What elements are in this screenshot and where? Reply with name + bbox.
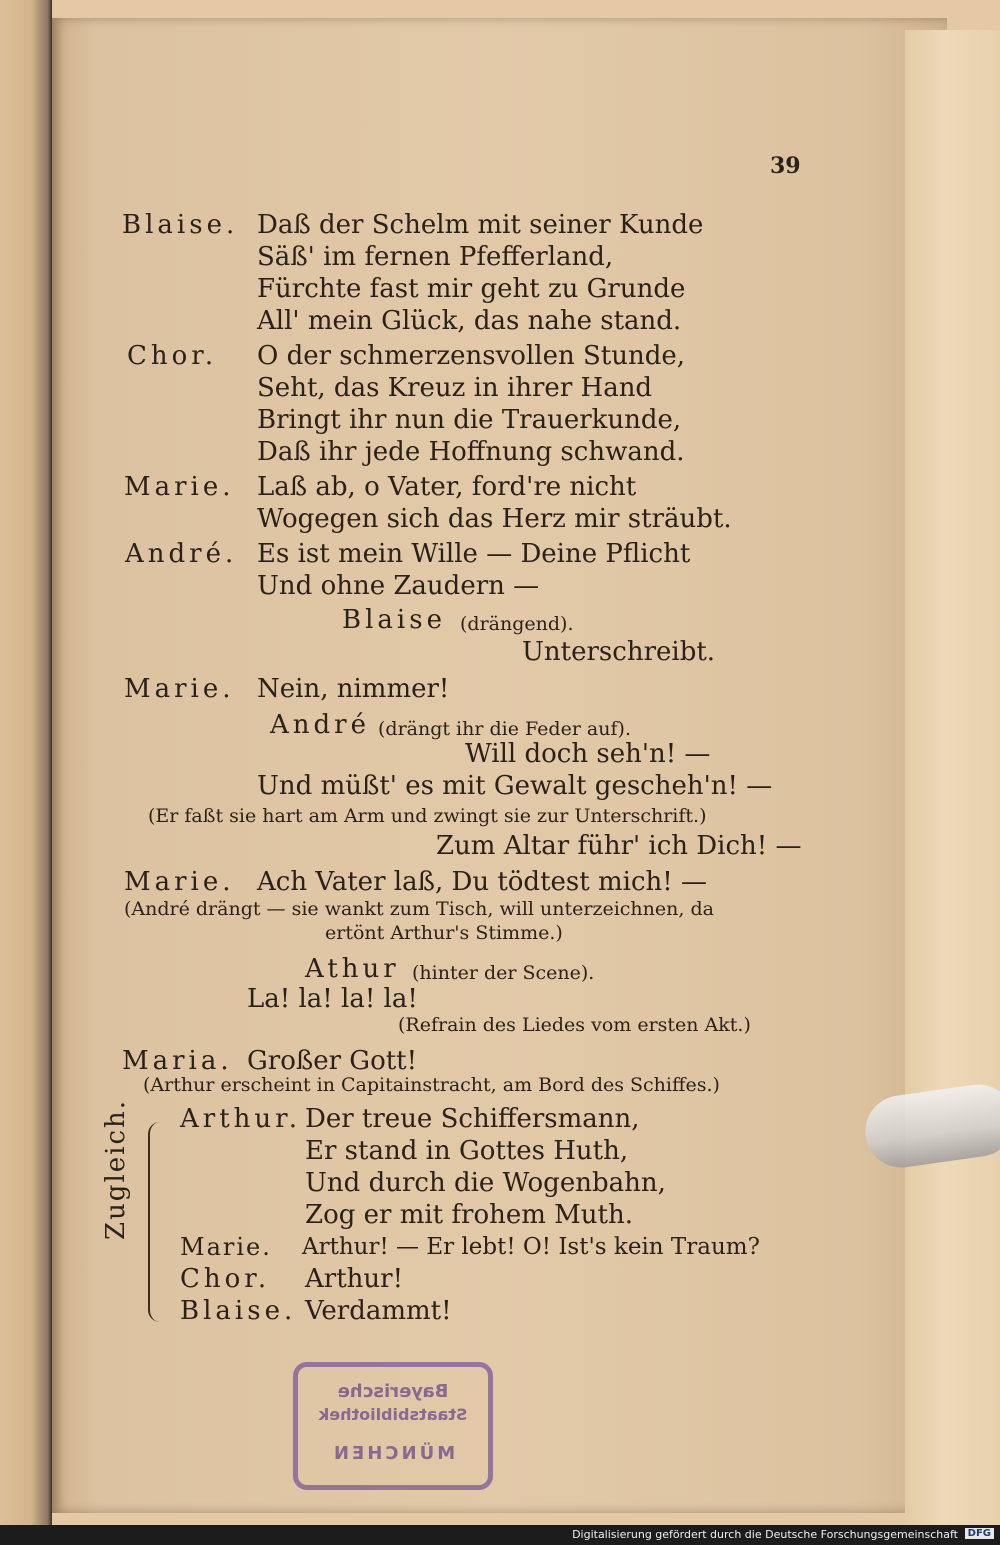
verse-line: Arthur! [305,1264,404,1294]
library-stamp [293,1362,493,1490]
stage-direction: (Arthur erscheint in Capitainstracht, am Bord des Schiffes.) [143,1074,720,1096]
speaker-label: Blaise. [180,1296,297,1326]
stage-direction: (Er faßt sie hart am Arm und zwingt sie zur Unterschrift.) [148,805,707,827]
verse-line: Seht, das Kreuz in ihrer Hand [257,373,653,403]
verse-line: All' mein Glück, das nahe stand. [257,306,682,336]
verse-line: Daß ihr jede Hoffnung schwand. [257,437,685,467]
verse-line: Säß' im fernen Pfefferland, [257,242,614,272]
speaker-label: Blaise [342,605,446,635]
speaker-label: André [270,710,370,740]
verse-line: Großer Gott! [247,1046,418,1076]
stage-direction: (Refrain des Liedes vom ersten Akt.) [398,1014,751,1036]
stamp-line: MÜNCHEN [330,1443,456,1464]
verse-line: Will doch seh'n! — [465,739,711,769]
page-number: 39 [770,153,801,179]
verse-line: Zum Altar führ' ich Dich! — [436,831,802,861]
verse-line: Er stand in Gottes Huth, [305,1136,629,1166]
page-edge-right [905,30,1000,1525]
verse-line: Der treue Schiffersmann, [305,1104,640,1134]
speaker-label: Chor. [127,341,218,371]
speaker-label: Blaise. [122,210,239,240]
verse-line: Fürchte fast mir geht zu Grunde [257,274,686,304]
zugleich-brace [148,1122,168,1322]
verse-line: Zog er mit frohem Muth. [305,1200,633,1230]
stamp-line: Bayerische [337,1381,449,1402]
stage-direction: (hinter der Scene). [412,962,595,984]
stage-direction: (drängt ihr die Feder auf). [378,718,631,740]
verse-line: Unterschreibt. [522,637,716,667]
zugleich-label: Zugleich. [101,1098,131,1240]
footer-credit: Digitalisierung gefördert durch die Deutsche Forschungsgemeinschaft [572,1528,958,1541]
verse-line: Ach Vater laß, Du tödtest mich! — [257,867,707,897]
speaker-label: Marie. [124,472,235,502]
verse-line: Es ist mein Wille — Deine Pflicht [257,539,691,569]
dfg-logo: DFG [965,1528,994,1539]
speaker-label: André. [125,539,238,569]
verse-line: Bringt ihr nun die Trauerkunde, [257,405,682,435]
stamp-line: Staatsbibliothek [318,1405,468,1424]
speaker-label: Athur [305,954,400,984]
speaker-label: Marie. [124,867,235,897]
speaker-label: Marie. [180,1233,272,1261]
speaker-label: Marie. [124,674,235,704]
verse-line: Wogegen sich das Herz mir sträubt. [257,504,732,534]
verse-line: Verdammt! [305,1296,452,1326]
verse-line: Und müßt' es mit Gewalt gescheh'n! — [257,771,773,801]
speaker-label: Arthur. [180,1104,301,1134]
verse-line: La! la! la! la! [247,984,418,1014]
verse-line: Und durch die Wogenbahn, [305,1168,666,1198]
stage-direction: ertönt Arthur's Stimme.) [325,922,563,944]
stage-direction: (André drängt — sie wankt zum Tisch, will unterzeichnen, da [124,898,714,920]
verse-line: Und ohne Zaudern — [257,571,540,601]
verse-line: Daß der Schelm mit seiner Kunde [257,210,704,240]
stage-direction: (drängend). [460,613,574,635]
verse-line: Nein, nimmer! [257,674,450,704]
previous-page-edge [0,0,52,1525]
verse-line: Arthur! — Er lebt! O! Ist's kein Traum? [302,1234,760,1260]
speaker-label: Chor. [180,1264,271,1294]
verse-line: O der schmerzensvollen Stunde, [257,341,686,371]
footer-bar [0,1525,1000,1545]
speaker-label: Maria. [122,1046,233,1076]
verse-line: Laß ab, o Vater, ford're nicht [257,472,637,502]
